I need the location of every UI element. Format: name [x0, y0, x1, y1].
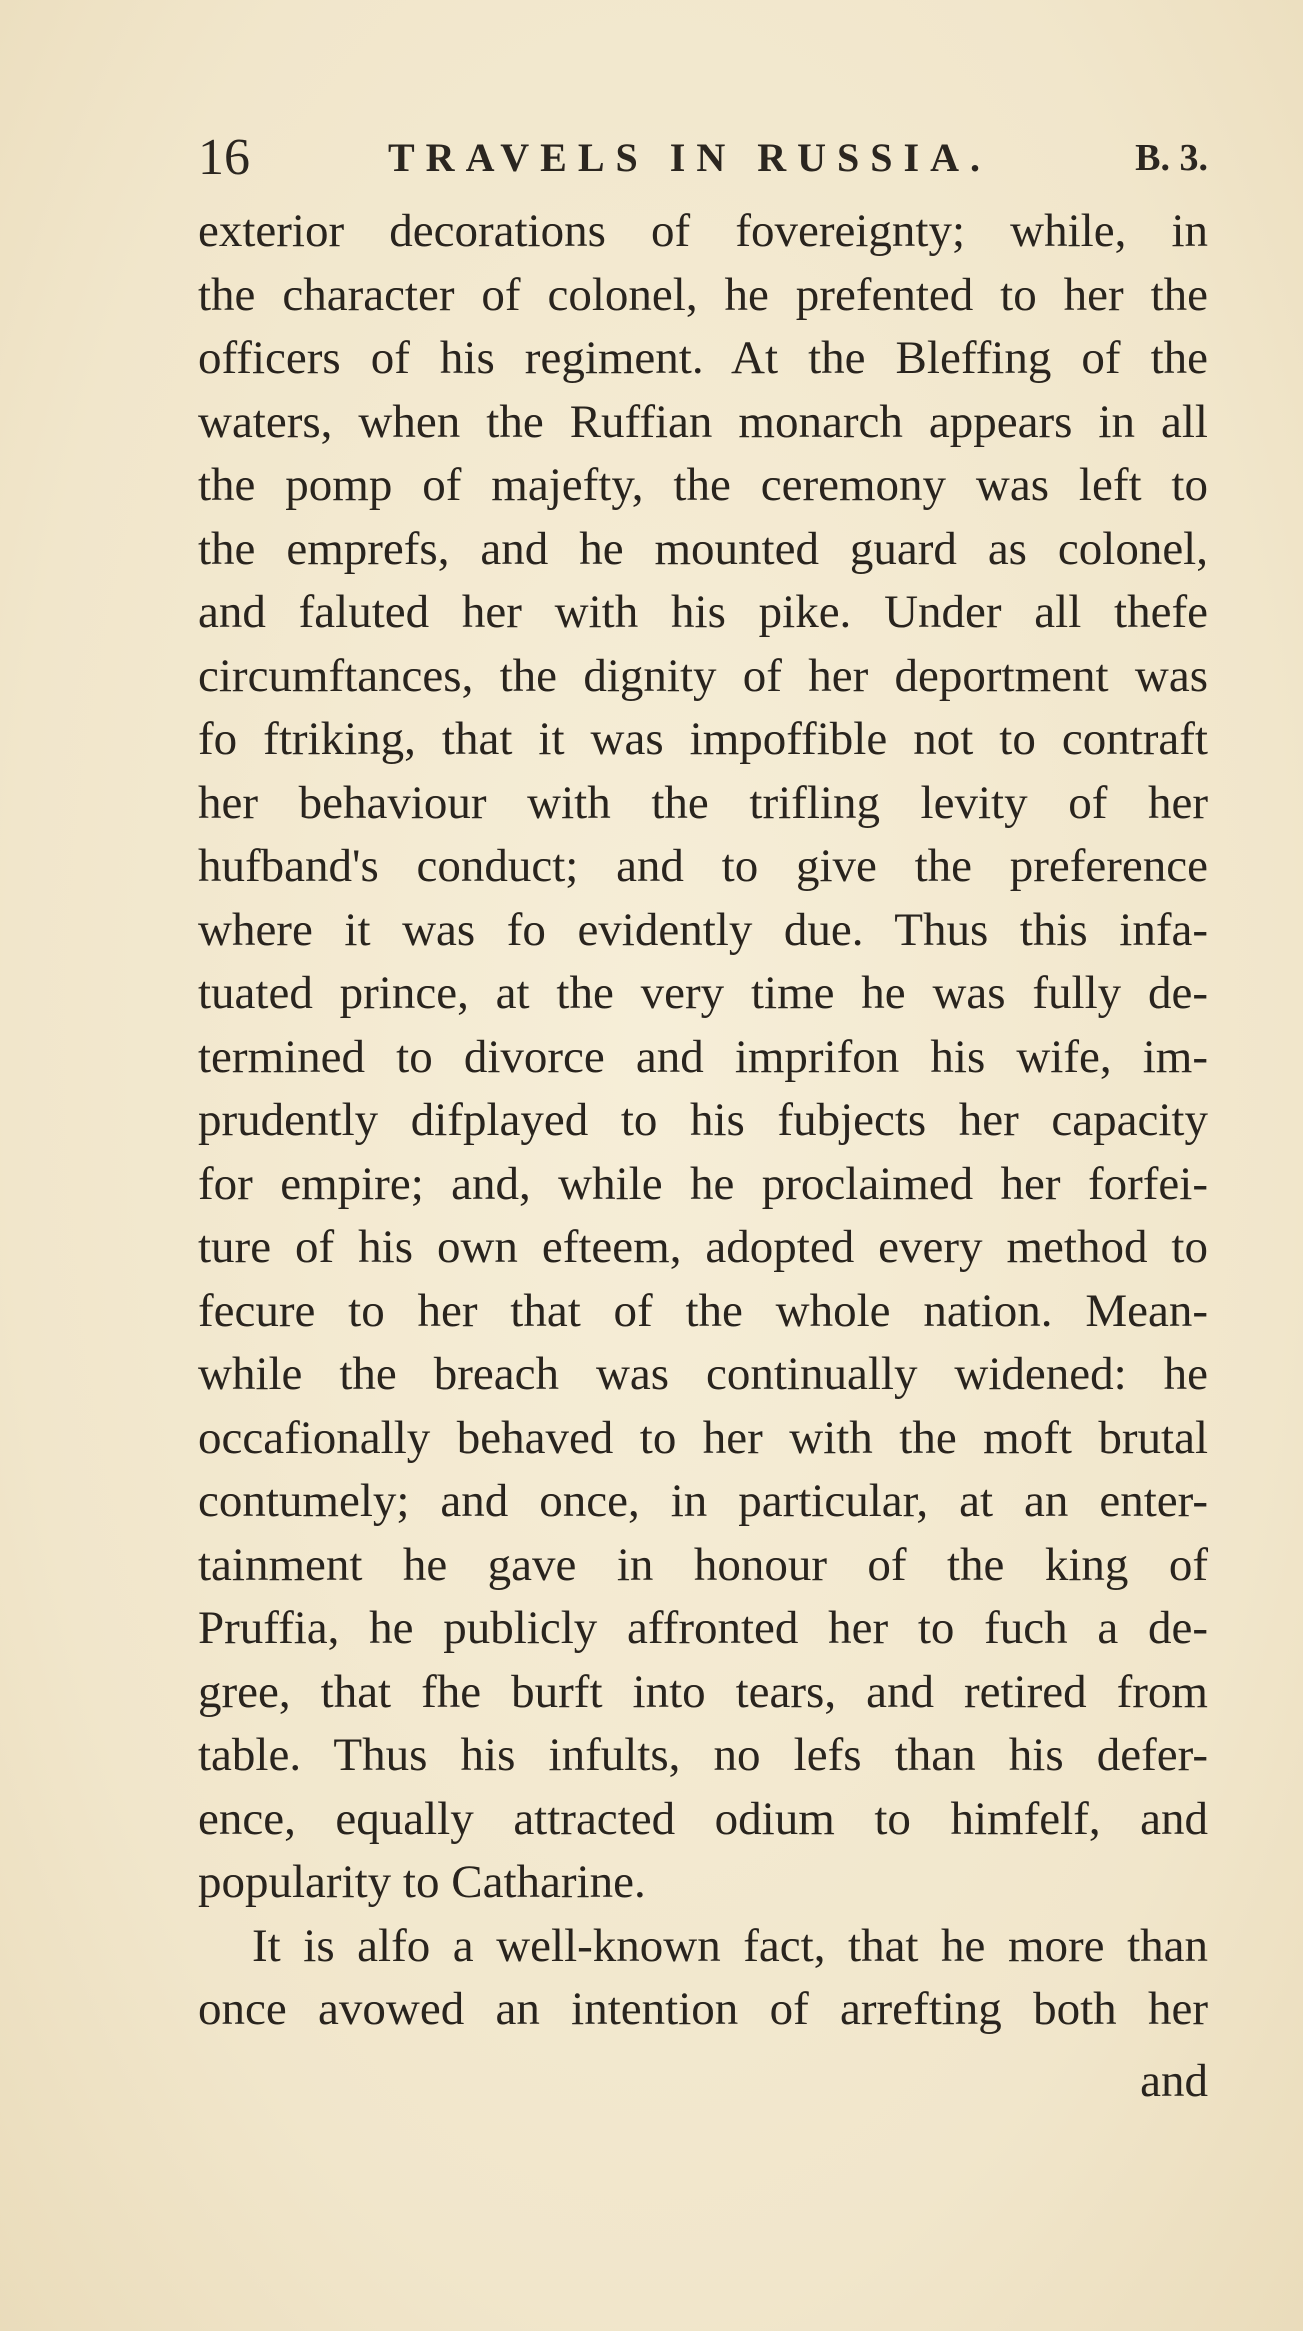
text-line: fo ftriking, that it was impoffible not to contraft — [198, 713, 1208, 765]
page-number: 16 — [198, 129, 250, 186]
text-line: officers of his regiment. At the Bleffing of the — [198, 332, 1208, 384]
text-line: tainment he gave in honour of the king of — [198, 1538, 1208, 1591]
text-line: once avowed an intention of arrefting both her — [198, 1983, 1208, 2035]
text-line: ence, equally attracted odium to himfelf, and — [198, 1792, 1208, 1845]
text-line: occafionally behaved to her with the moft brutal — [198, 1411, 1208, 1464]
text-line: the emprefs, and he mounted guard as colonel, — [198, 522, 1208, 575]
text-line: prudently difplayed to his fubjects her capacity — [198, 1094, 1208, 1146]
text-line: her behaviour with the trifling levity of her — [198, 776, 1208, 829]
text-line: exterior decorations of fovereignty; while, in — [198, 205, 1208, 257]
text-line: fecure to her that of the whole nation. Mean- — [198, 1284, 1208, 1337]
text-line: Pruffia, he publicly affronted her to fuch a de- — [198, 1602, 1208, 1654]
section-mark: B. 3. — [1135, 137, 1208, 179]
paragraph-start-line: It is alfo a well-known fact, that he more than — [252, 1919, 1208, 1972]
text-line: gree, that fhe burft into tears, and retired from — [198, 1665, 1208, 1718]
body-text — [198, 200, 1208, 2042]
text-line: contumely; and once, in particular, at an enter- — [198, 1475, 1208, 1527]
catchword: and — [1140, 2055, 1208, 2107]
text-line: termined to divorce and imprifon his wife, im- — [198, 1030, 1208, 1083]
text-line: for empire; and, while he proclaimed her forfei- — [198, 1157, 1208, 1210]
text-line: the pomp of majefty, the ceremony was left to — [198, 459, 1208, 511]
text-line: ture of his own efteem, adopted every method to — [198, 1221, 1208, 1273]
text-line: waters, when the Ruffian monarch appears in all — [198, 395, 1208, 448]
text-line: while the breach was continually widened: he — [198, 1348, 1208, 1400]
running-title: TRAVELS IN RUSSIA. — [388, 135, 991, 180]
text-line: hufband's conduct; and to give the preference — [198, 840, 1208, 892]
text-line: and faluted her with his pike. Under all thefe — [198, 586, 1208, 638]
text-line: where it was fo evidently due. Thus this infa- — [198, 903, 1208, 956]
paragraph-end-line: popularity to Catharine. — [198, 1856, 646, 1908]
page-header — [198, 128, 1208, 188]
text-line: circumftances, the dignity of her deportment was — [198, 649, 1208, 702]
text-line: tuated prince, at the very time he was fully de- — [198, 967, 1208, 1019]
text-line: the character of colonel, he prefented to her the — [198, 268, 1208, 321]
text-line: table. Thus his infults, no lefs than his defer- — [198, 1729, 1208, 1781]
